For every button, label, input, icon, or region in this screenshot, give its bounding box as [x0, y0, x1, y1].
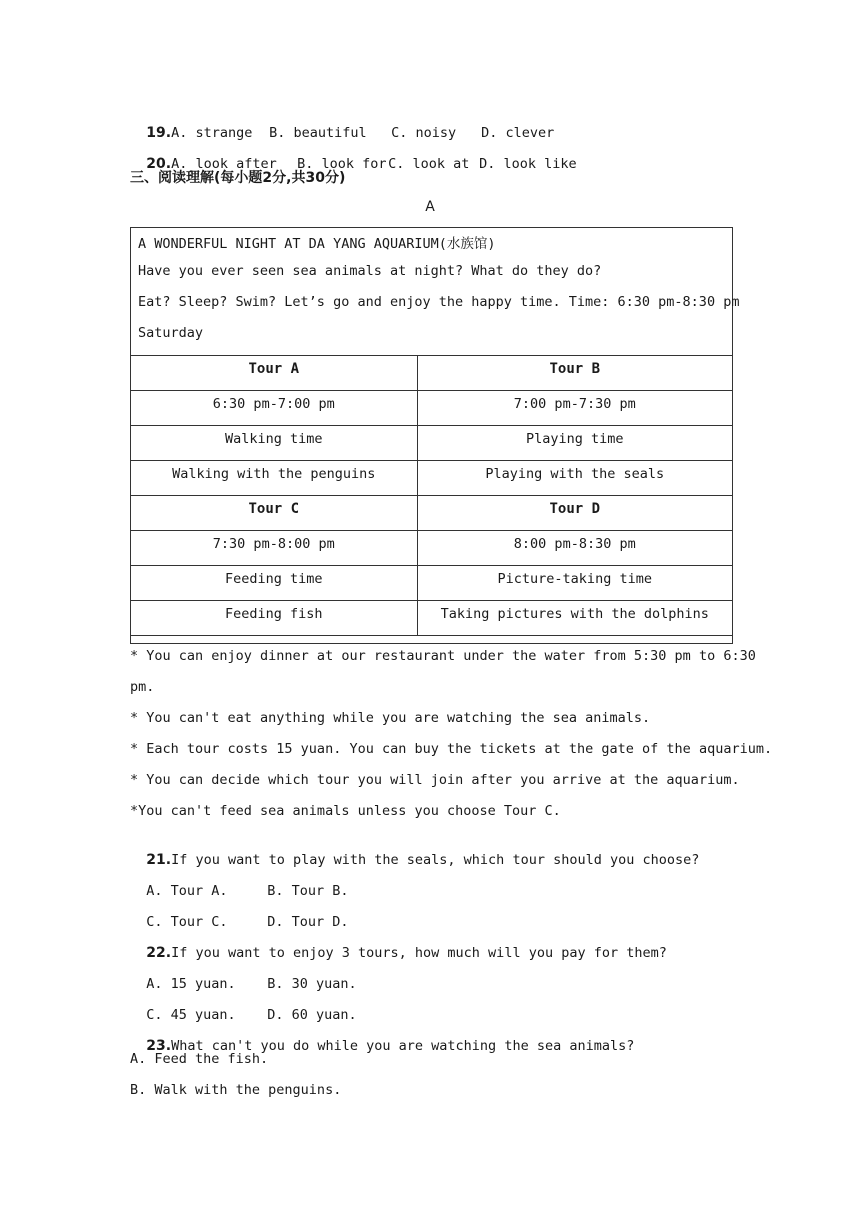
- tour-activity: Feeding time: [131, 566, 418, 601]
- option-d: D. 60 yuan.: [267, 1007, 357, 1023]
- option-b: B. look for: [297, 156, 387, 172]
- tour-name: Tour B: [417, 356, 732, 391]
- question-text: What can't you do while you are watching the sea animals?: [171, 1038, 635, 1054]
- tour-time: 7:30 pm-8:00 pm: [131, 531, 418, 566]
- tour-time: 7:00 pm-7:30 pm: [417, 391, 732, 426]
- tour-time: 6:30 pm-7:00 pm: [131, 391, 418, 426]
- option-c: C. 45 yuan.: [146, 1007, 236, 1023]
- question-text: If you want to enjoy 3 tours, how much will you pay for them?: [171, 945, 667, 961]
- question-number: 22.: [146, 945, 172, 961]
- note-line: * Each tour costs 15 yuan. You can buy the tickets at the gate of the aquarium.: [130, 741, 773, 757]
- option-d: D. look like: [479, 156, 577, 172]
- tour-name: Tour A: [131, 356, 418, 391]
- tour-activity: Playing time: [417, 426, 732, 461]
- tour-description: Feeding fish: [131, 601, 418, 636]
- question-number: 21.: [146, 852, 172, 868]
- section-heading: 三、阅读理解(每小题2分,共30分): [130, 170, 346, 186]
- note-line: * You can enjoy dinner at our restaurant under the water from 5:30 pm to 6:30: [130, 648, 756, 664]
- option-d: D. clever: [481, 125, 555, 141]
- tour-description: Taking pictures with the dolphins: [417, 601, 732, 636]
- option-a: A. 15 yuan.: [146, 976, 236, 992]
- option-a: A. Feed the fish.: [130, 1051, 269, 1067]
- option-b: B. 30 yuan.: [267, 976, 357, 992]
- note-line: *You can't feed sea animals unless you choose Tour C.: [130, 803, 561, 819]
- note-line: pm.: [130, 679, 155, 695]
- passage-title: A: [425, 199, 435, 215]
- question-text: If you want to play with the seals, which tour should you choose?: [171, 852, 700, 868]
- option-c: C. noisy: [391, 125, 457, 141]
- notice-line: Saturday: [138, 325, 204, 341]
- notice-title: A WONDERFUL NIGHT AT DA YANG AQUARIUM(水族馆): [138, 236, 496, 252]
- option-d: D. Tour D.: [267, 914, 349, 930]
- aquarium-notice-box: [130, 227, 740, 644]
- tour-name: Tour D: [417, 496, 732, 531]
- option-b: B. Tour B.: [267, 883, 349, 899]
- note-line: * You can decide which tour you will join after you arrive at the aquarium.: [130, 772, 740, 788]
- tour-description: Walking with the penguins: [131, 461, 418, 496]
- question-number: 19.: [146, 125, 172, 141]
- tour-name: Tour C: [131, 496, 418, 531]
- option-a: A. Tour A.: [146, 883, 228, 899]
- tour-table: [130, 355, 733, 636]
- option-a: A. look after: [171, 156, 277, 172]
- question-number: 20.: [146, 156, 172, 172]
- question-number: 23.: [146, 1038, 172, 1054]
- tour-activity: Walking time: [131, 426, 418, 461]
- note-line: * You can't eat anything while you are watching the sea animals.: [130, 710, 651, 726]
- option-b: B. beautiful: [269, 125, 367, 141]
- tour-activity: Picture-taking time: [417, 566, 732, 601]
- tour-time: 8:00 pm-8:30 pm: [417, 531, 732, 566]
- option-c: C. Tour C.: [146, 914, 228, 930]
- option-b: B. Walk with the penguins.: [130, 1082, 342, 1098]
- notice-line: Have you ever seen sea animals at night? What do they do?: [138, 263, 602, 279]
- option-c: C. look at: [388, 156, 470, 172]
- notice-line: Eat? Sleep? Swim? Let’s go and enjoy the happy time. Time: 6:30 pm-8:30 pm: [138, 294, 740, 310]
- tour-description: Playing with the seals: [417, 461, 732, 496]
- option-a: A. strange: [171, 125, 253, 141]
